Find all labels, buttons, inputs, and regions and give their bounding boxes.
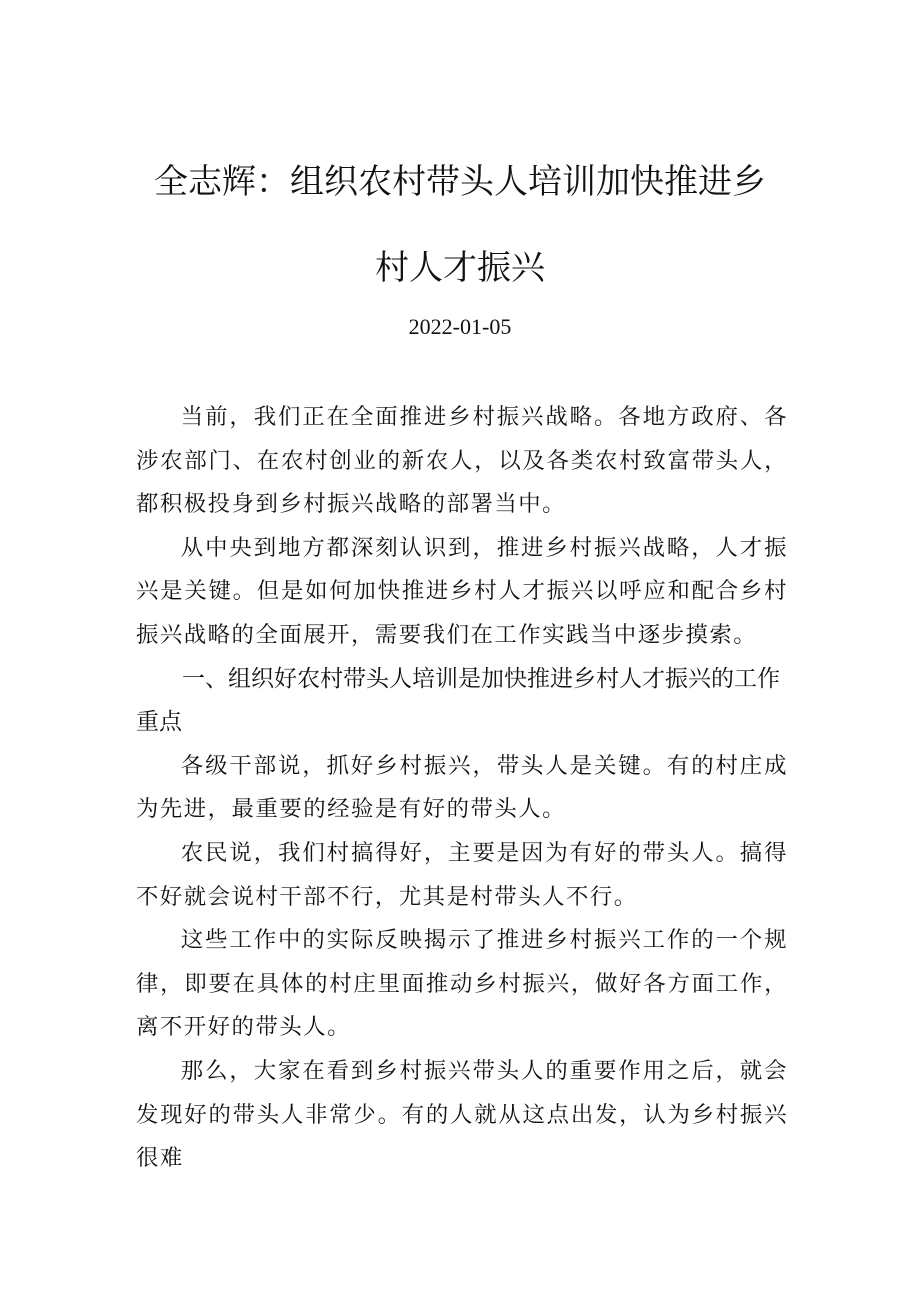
- article-body: [136, 396, 788, 1181]
- document-title-line-1: 全志辉：组织农村带头人培训加快推进乡: [154, 162, 766, 202]
- paragraph: 从中央到地方都深刻认识到，推进乡村振兴战略，人才振兴是关键。但是如何加快推进乡村人才振兴以呼应和配合乡村振兴战略的全面展开，需要我们在工作实践当中逐步摸索。: [136, 534, 788, 648]
- paragraph: 各级干部说，抓好乡村振兴，带头人是关键。有的村庄成为先进，最重要的经验是有好的带头人。: [136, 752, 788, 823]
- paragraph: 当前，我们正在全面推进乡村振兴战略。各地方政府、各涉农部门、在农村创业的新农人，以及各类农村致富带头人，都积极投身到乡村振兴战略的部署当中。: [136, 404, 788, 518]
- paragraph: 那么，大家在看到乡村振兴带头人的重要作用之后，就会发现好的带头人非常少。有的人就从这点出发，认为乡村振兴很难: [136, 1057, 788, 1172]
- paragraph: 这些工作中的实际反映揭示了推进乡村振兴工作的一个规律，即要在具体的村庄里面推动乡村振兴，做好各方面工作，离不开好的带头人。: [136, 927, 788, 1041]
- paragraph: 农民说，我们村搞得好，主要是因为有好的带头人。搞得不好就会说村干部不行，尤其是村带头人不行。: [136, 839, 788, 910]
- section-heading: 一、组织好农村带头人培训是加快推进乡村人才振兴的工作重点: [136, 665, 780, 736]
- document-title-line-2: 村人才振兴: [375, 248, 545, 288]
- publish-date: 2022-01-05: [408, 314, 512, 339]
